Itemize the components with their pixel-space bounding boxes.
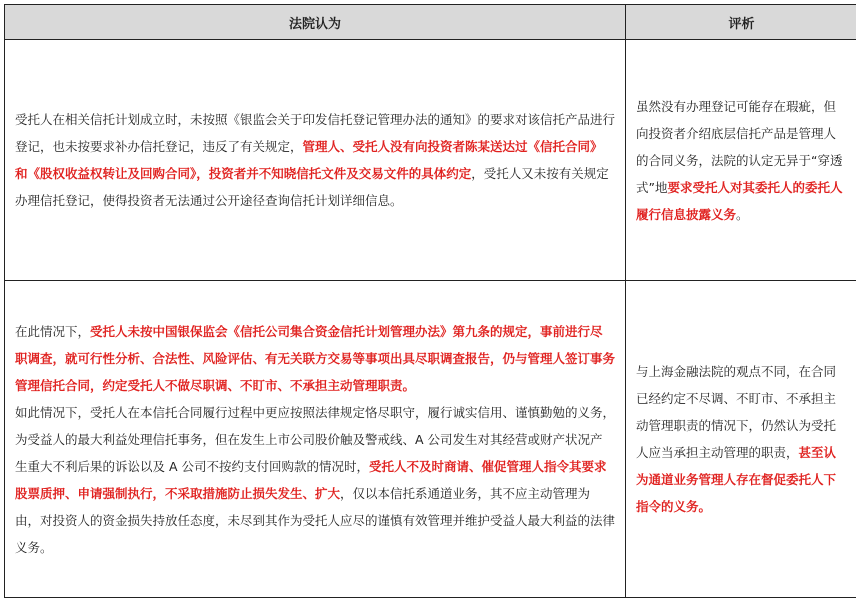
court-2-p1-seg-0: 在此情况下，: [15, 323, 91, 339]
analysis-text-2: [636, 358, 847, 520]
court-2-p2-seg-1: 受托人不及时商请、催促管理人指令其要求股票质押、申请强制执行，不采取措施防止损失发生、扩大: [15, 458, 607, 501]
document-table-frame: [4, 4, 852, 598]
analysis-text-1: [636, 93, 847, 228]
analysis-2-seg-0: 与上海金融法院的观点不同，在合同已经约定不尽调、不盯市、不承担主动管理职责的情况下，仍然认为受托人应当承担主动管理的职责，: [636, 364, 837, 460]
court-opinion-paragraph-1: [15, 318, 615, 399]
court-1-seg-0: 受托人在相关信托计划成立时，未按照《银监会关于印发信托登记管理办法的通知》的要求对该信托产品进行登记，也未按要求补办信托登记，违反了有关规定，: [15, 112, 616, 154]
court-2-p2-seg-2: ，仅以本信托系通道业务，其不应主动管理为由，对投资人的资金损失持放任态度，未尽到其作为受托人应尽的谨慎有效管理并维护受益人最大利益的法律义务。: [15, 485, 616, 555]
analysis-cell-1: [626, 40, 856, 281]
analysis-1-seg-0: 虽然没有办理登记可能存在瑕疵，但向投资者介绍底层信托产品是管理人的合同义务，法院的认定无异于“穿透式”地: [636, 98, 843, 195]
header-court-opinion: 法院认为: [5, 5, 626, 40]
court-2-p2-seg-0: 如此情况下，受托人在本信托合同履行过程中更应按照法律规定恪尽职守，履行诚实信用、谨慎勤勉的义务，为受益人的最大利益处理信托事务，但在发生上市公司股价触及警戒线、A 公司发生对其经营或财产状况产生重大不利后果的诉讼以及 A 公司不按约支付回购款的情况时，: [15, 404, 616, 474]
court-opinion-cell-1: [5, 40, 626, 281]
analysis-cell-2: [626, 281, 856, 598]
court-2-p1-seg-1: 受托人未按中国银保监会《信托公司集合资金信托计划管理办法》第九条的规定，事前进行尽职调查，就可行性分析、合法性、风险评估、有无关联方交易等事项出具尽职调查报告，仍与管理人签订事务管理信托合同，约定受托人不做尽职调、不盯市、不承担主动管理职责。: [15, 323, 616, 393]
analysis-2-seg-1: 甚至认为通道业务管理人存在督促委托人下指令的义务。: [636, 445, 837, 514]
court-opinion-paragraph-2: [15, 399, 615, 561]
court-opinion-table: [4, 4, 856, 598]
analysis-1-seg-2: 。: [736, 206, 749, 222]
court-opinion-cell-2: [5, 281, 626, 598]
header-analysis: 评析: [626, 5, 856, 40]
header-row: [5, 5, 856, 40]
table-row: [5, 40, 856, 281]
court-1-seg-2: ，受托人又未按有关规定办理信托登记，使得投资者无法通过公开途径查询信托计划详细信息。: [15, 166, 609, 208]
court-opinion-text-1: [15, 106, 615, 214]
court-1-seg-1: 管理人、受托人没有向投资者陈某送达过《信托合同》和《股权收益权转让及回购合同》，投资者并不知晓信托文件及交易文件的具体约定: [15, 139, 603, 181]
table-row: [5, 281, 856, 598]
analysis-1-seg-1: 要求受托人对其委托人的委托人履行信息披露义务: [636, 179, 843, 222]
